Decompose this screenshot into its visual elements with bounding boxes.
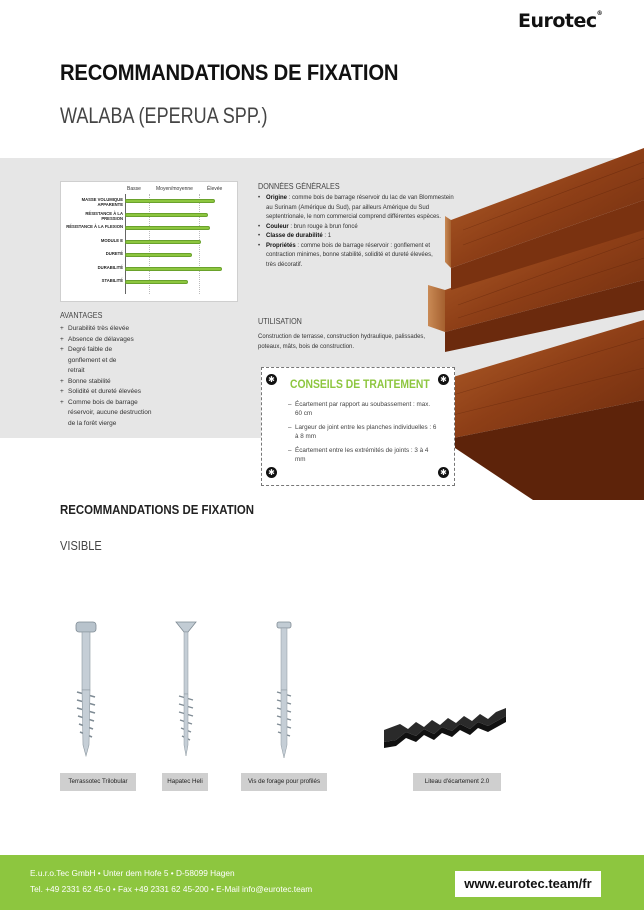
product-label-drilling-screw: Vis de forage pour profilés (241, 773, 327, 791)
chart-gridline (149, 194, 150, 294)
screw-head-icon (266, 374, 277, 385)
list-item: + Comme bois de barrage réservoir, aucune destruction de la forêt vierge (60, 398, 155, 430)
fixation-heading: RECOMMANDATIONS DE FIXATION (60, 502, 255, 517)
wood-properties-chart (60, 181, 238, 302)
chart-category-label: RÉSISTANCE À LA PRESSION (85, 210, 123, 221)
chart-bar (125, 199, 215, 203)
website-link[interactable]: www.eurotec.team/fr (455, 871, 601, 897)
list-item: – Écartement par rapport au soubassement : max. 60 cm (288, 400, 438, 418)
list-item: + Absence de délavages (60, 335, 190, 346)
footer-contact: Tel. +49 2331 62 45-0 • Fax +49 2331 62 45-200 • E-Mail info@eurotec.team (30, 884, 313, 894)
chart-bar (125, 213, 208, 217)
product-label-spacer: Liteau d'écartement 2.0 (413, 773, 501, 791)
product-label-terrassotec: Terrassotec Trilobular (60, 773, 136, 791)
page-title: RECOMMANDATIONS DE FIXATION (60, 60, 399, 85)
page-subtitle: WALABA (EPERUA SPP.) (60, 103, 268, 128)
list-item: + Solidité et dureté élevées (60, 387, 190, 398)
screw-head-icon (266, 467, 277, 478)
list-item: + Durabilité très élevée (60, 324, 190, 335)
chart-gridline (199, 194, 200, 294)
tips-title: CONSEILS DE TRAITEMENT (290, 379, 430, 391)
list-item: • Origine : comme bois de barrage réservoir du lac de van Blommestein au Surinam (Amérique du Sud), par ailleurs Amérique du Sud septentrionale, le nom commercial comprend différentes espèces. (258, 194, 458, 223)
chart-category-label: DURABILITÉ (97, 264, 123, 270)
chart-bar (125, 280, 188, 284)
chart-bar (125, 253, 192, 257)
eurotec-logo: Eurotec® (518, 10, 603, 32)
product-label-hapatec: Hapatec Heli (162, 773, 208, 791)
chart-category-label: STABILITÉ (101, 278, 123, 283)
usage-text: Construction de terrasse, construction hydraulique, palissades, poteaux, mâts, bois de construction. (258, 334, 426, 350)
list-item: + Bonne stabilité (60, 377, 190, 388)
list-item: – Écartement entre les extrémités de joints : 3 à 4 mm (288, 446, 438, 464)
terrassotec-screw-image (74, 620, 98, 760)
chart-category-label: DURETÉ (105, 251, 123, 256)
chart-axis (125, 194, 126, 294)
chart-category-label: RÉSISTANCE À LA FLEXION (66, 224, 123, 229)
chart-scale-high: Élevée (207, 186, 223, 192)
chart-scale-low: Basse (127, 186, 141, 192)
list-item: • Propriétés : comme bois de barrage réservoir : gonflement et contraction minimes, bonne stabilité, solidité et dureté élevées, très décoratif. (258, 242, 444, 271)
chart-bar (125, 240, 201, 244)
list-item: • Couleur : brun rouge à brun foncé (258, 223, 458, 233)
chart-category-label: MODULE E (100, 237, 123, 243)
drilling-screw-image (272, 620, 296, 760)
hapatec-screw-image (174, 620, 198, 760)
list-item: + Degré faible de gonflement et de retrait (60, 345, 130, 377)
advantages-list (60, 324, 190, 429)
chart-bar (125, 226, 210, 230)
usage-heading: UTILISATION (258, 317, 302, 326)
screw-head-icon (438, 467, 449, 478)
chart-category-label: MASSE VOLUMIQUE APPARENTE (81, 197, 123, 207)
spacer-strip-image (382, 690, 508, 754)
footer-address: E.u.r.o.Tec GmbH • Unter dem Hofe 5 • D-58099 Hagen (30, 868, 235, 878)
chart-bar (125, 267, 222, 271)
screw-head-icon (438, 374, 449, 385)
tips-list (288, 400, 438, 469)
chart-scale-mid: Moyen/moyenne (156, 186, 193, 192)
advantages-heading: AVANTAGES (60, 311, 103, 320)
general-data-heading: DONNÉES GÉNÉRALES (258, 182, 340, 191)
processing-tips-box (261, 367, 455, 486)
wood-boards-image (423, 140, 644, 500)
visible-heading: VISIBLE (60, 538, 102, 553)
list-item: • Classe de durabilité : 1 (258, 232, 458, 242)
list-item: – Largeur de joint entre les planches individuelles : 6 à 8 mm (288, 423, 438, 441)
